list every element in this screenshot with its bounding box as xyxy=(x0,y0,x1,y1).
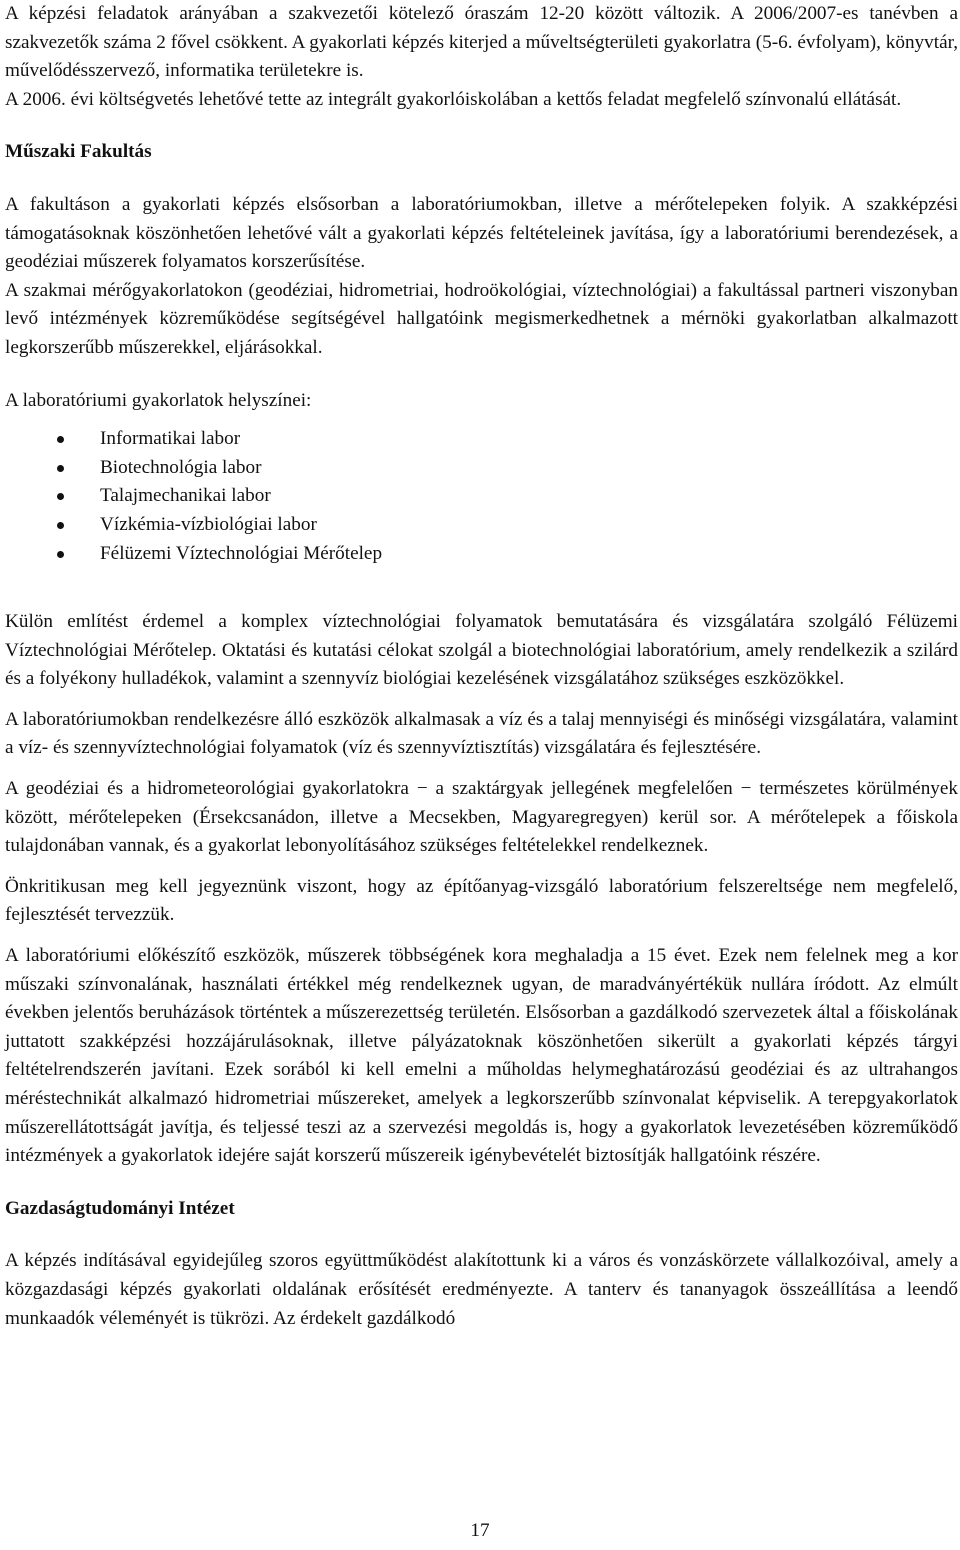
section-heading-gazdasagtudomanyi-intezet: Gazdaságtudományi Intézet xyxy=(5,1197,235,1219)
muszaki-paragraph-6: Önkritikusan meg kell jegyeznünk viszont, hogy az építőanyag-vizsgáló laboratórium felszereltsége nem megfelelő, fejlesztését tervezzük. xyxy=(5,875,958,926)
gazdasag-paragraph-1: A képzés indításával egyidejűleg szoros együttműködést alakítottunk ki a város és vonzáskörzete vállalkozóival, amely a közgazdasági képzés gyakorlati oldalának erősítését eredményezte. A tanterv és tananyagok összeállítása a leendő munkaadók véleményét is tükrözi. Az érdekelt gazdálkodó xyxy=(5,1250,958,1329)
list-item: Talajmechanikai labor xyxy=(5,482,958,511)
list-item: Vízkémia-vízbiológiai labor xyxy=(5,511,958,540)
muszaki-paragraph-7: A laboratóriumi előkészítő eszközök, műszerek többségének kora meghaladja a 15 évet. Ezek nem felelnek meg a kor műszaki színvonalának, használati értékkel még rendelkeznek ugyan, de maradványértékük nullára íródott. Az elmúlt években jelentős beruházások történtek a műszerezettség területén. Elsősorban a gazdálkodó szervezetek által a főiskolának juttatott szakképzési hozzájárulásoknak, illetve pályázatoknak köszönhetően sikerült a gyakorlati képzés tárgyi feltételrendszerén javítani. Ezek sorából ki kell emelni a műholdas helymeghatározású geodéziai és az ultrahangos méréstechnikát alkalmazó hidrometriai műszereket, amelyek a legkorszerűbb színvonalat képviselik. A terepgyakorlatok műszerellátottságát javítja, és teljessé teszi az a szervezési megoldás is, hogy a gyakorlatok levezetésében közreműködő intézmények a gyakorlatok idejére saját korszerű műszereik igénybevételét biztosítják hallgatóink részére. xyxy=(5,945,958,1167)
page-number: 17 xyxy=(470,1520,490,1541)
muszaki-paragraph-2: A szakmai mérőgyakorlatokon (geodéziai, hidrometriai, hodroökológiai, víztechnológiai) a fakultással partneri viszonyban levő intézmények közreműködése segítségével hallgatóink megismerkedhetnek a mérnöki gyakorlatban alkalmazott legkorszerűbb műszerekkel, eljárásokkal. xyxy=(5,279,958,358)
list-item: Biotechnológia labor xyxy=(5,454,958,483)
list-item: Informatikai labor xyxy=(5,425,958,454)
muszaki-paragraph-1: A fakultáson a gyakorlati képzés elsősorban a laboratóriumokban, illetve a mérőtelepeken folyik. A szakképzési támogatásoknak köszönhetően lehetővé vált a gyakorlati képzés feltételeinek javítása, így a laboratóriumi berendezések, a geodéziai műszerek folyamatos korszerűsítése. xyxy=(5,193,958,273)
muszaki-paragraph-5: A geodéziai és a hidrometeorológiai gyakorlatokra − a szaktárgyak jellegének megfelelően − természetes körülmények között, mérőtelepeken (Érsekcsanádon, illetve a Mecsekben, Magyaregregyen) kerül sor. A mérőtelepek a főiskola tulajdonában vannak, és a gyakorlat lebonyolításához szükséges feltételekkel rendelkeznek. xyxy=(5,778,958,857)
document-page xyxy=(5,0,958,1333)
lab-list-intro: A laboratóriumi gyakorlatok helyszínei: xyxy=(5,389,312,411)
intro-paragraph-2: A 2006. évi költségvetés lehetővé tette az integrált gyakorlóiskolában a kettős feladat megfelelő színvonalú ellátását. xyxy=(5,88,902,110)
list-item: Félüzemi Víztechnológiai Mérőtelep xyxy=(5,540,958,569)
lab-list xyxy=(5,425,958,568)
muszaki-paragraph-3: Külön említést érdemel a komplex víztechnológiai folyamatok bemutatására és vizsgálatára szolgáló Félüzemi Víztechnológiai Mérőtelep. Oktatási és kutatási célokat szolgál a biotechnológiai laboratórium, amely rendelkezik a szilárd és a folyékony hulladékok, valamint a szennyvíz biológiai kezelésének vizsgálatához szükséges eszközökkel. xyxy=(5,611,958,690)
muszaki-paragraph-4: A laboratóriumokban rendelkezésre álló eszközök alkalmasak a víz és a talaj mennyiségi és minőségi vizsgálatára, valamint a víz- és szennyvíztechnológiai folyamatok (víz és szennyvíztisztítás) vizsgálatára és fejlesztésére. xyxy=(5,708,958,759)
intro-paragraph-1: A képzési feladatok arányában a szakvezetői kötelező óraszám 12-20 között változik. A 2006/2007-es tanévben a szakvezetők száma 2 fővel csökkent. A gyakorlati képzés kiterjed a műveltségterületi gyakorlatra (5-6. évfolyam), könyvtár, művelődésszervező, informatika területekre is. xyxy=(5,3,958,82)
section-heading-muszaki-fakultas: Műszaki Fakultás xyxy=(5,141,152,163)
